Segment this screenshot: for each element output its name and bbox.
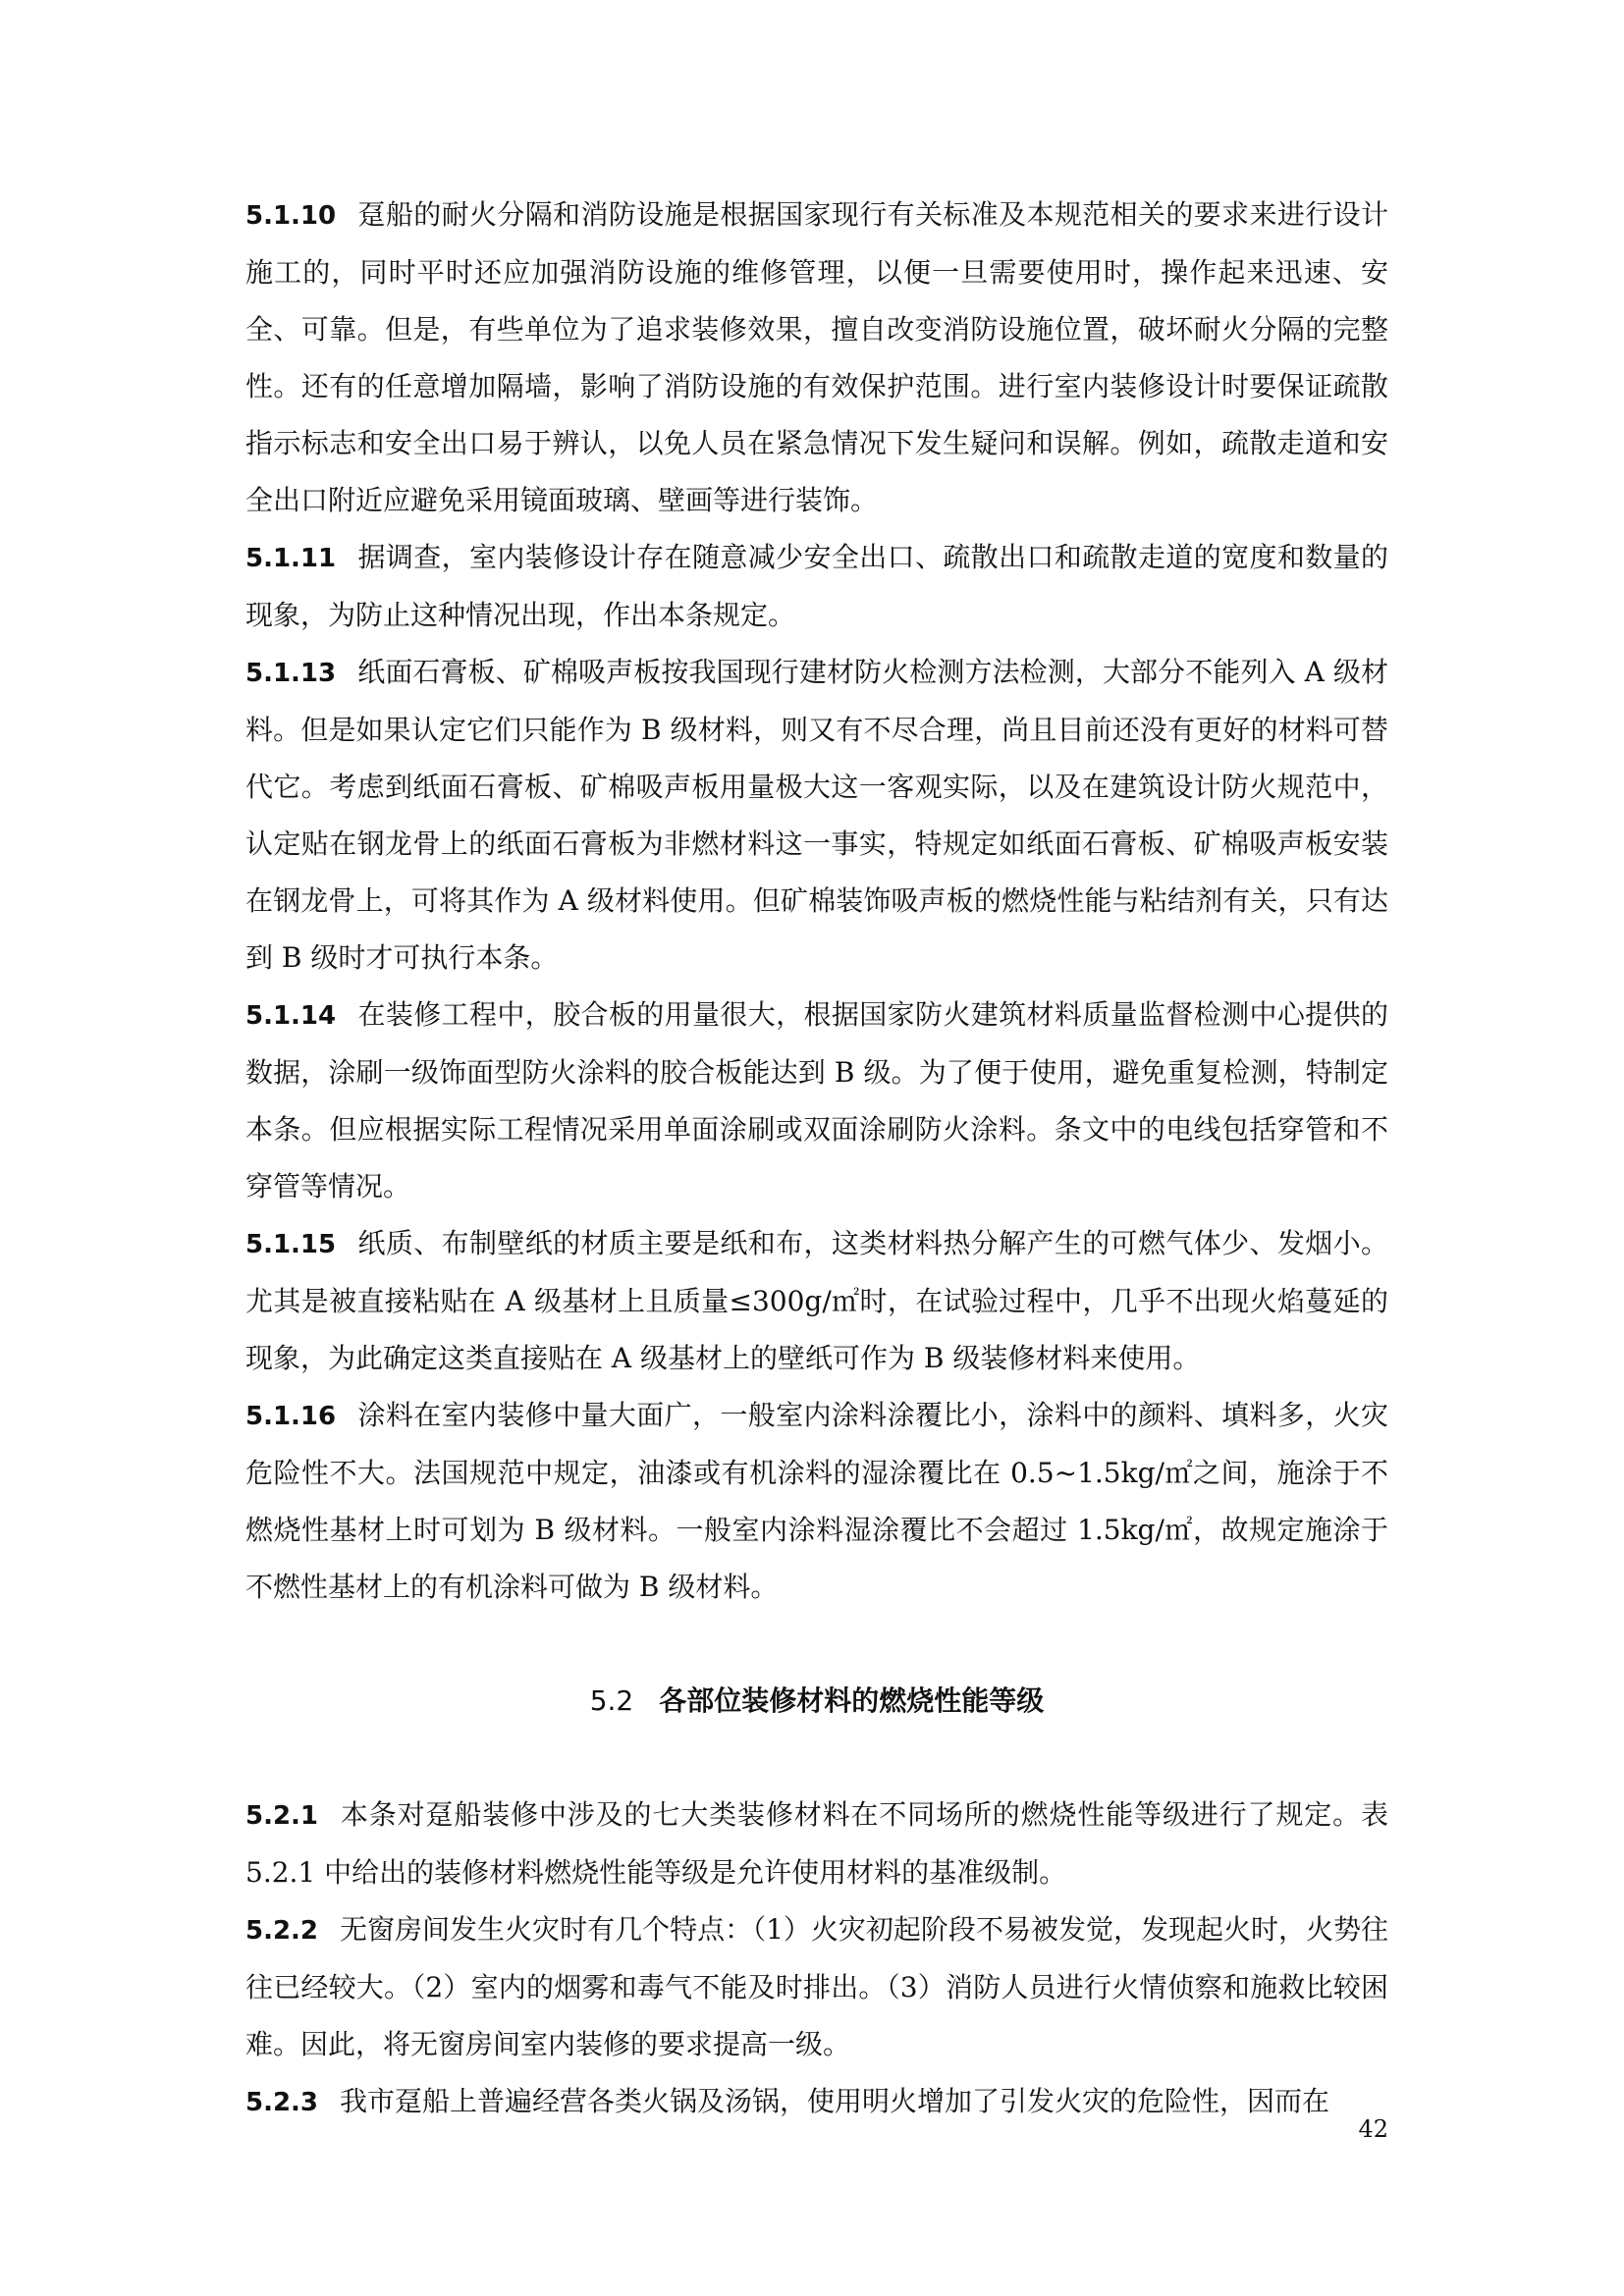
- clause-5-1-10: [245, 187, 1388, 529]
- clause-5-1-15: [245, 1215, 1388, 1387]
- clause-text: 纸面石膏板、矿棉吸声板按我国现行建材防火检测方法检测，大部分不能列入 A 级材料。但是如果认定它们只能作为 B 级材料，则又有不尽合理，尚且目前还没有更好的材料可替代它。考虑到纸面石膏板、矿棉吸声板用量极大这一客观实际，以及在建筑设计防火规范中，认定贴在钢龙骨上的纸面石膏板为非燃材料这一事实，特规定如纸面石膏板、矿棉吸声板安装在钢龙骨上，可将其作为 A 级材料使用。但矿棉装饰吸声板的燃烧性能与粘结剂有关，只有达到 B 级时才可执行本条。: [245, 656, 1388, 974]
- section-number: 5.2: [589, 1684, 634, 1717]
- clause-5-2-3: [245, 2073, 1388, 2131]
- document-page: [245, 187, 1388, 2150]
- clause-number: 5.1.14: [245, 1001, 337, 1031]
- clause-5-2-2: [245, 1901, 1388, 2073]
- clause-number: 5.2.2: [245, 1916, 319, 1946]
- clause-text: 据调查，室内装修设计存在随意减少安全出口、疏散出口和疏散走道的宽度和数量的现象，为防止这种情况出现，作出本条规定。: [245, 541, 1388, 631]
- clause-number: 5.2.1: [245, 1801, 319, 1831]
- section-title-text: 各部位装修材料的燃烧性能等级: [659, 1684, 1045, 1717]
- clause-text: 本条对趸船装修中涉及的七大类装修材料在不同场所的燃烧性能等级进行了规定。表 5.2.1 中给出的装修材料燃烧性能等级是允许使用材料的基准级制。: [245, 1798, 1388, 1889]
- clause-number: 5.1.13: [245, 659, 337, 688]
- clause-text: 在装修工程中，胶合板的用量很大，根据国家防火建筑材料质量监督检测中心提供的数据，涂刷一级饰面型防火涂料的胶合板能达到 B 级。为了便于使用，避免重复检测，特制定本条。但应根据实际工程情况采用单面涂刷或双面涂刷防火涂料。条文中的电线包括穿管和不穿管等情况。: [245, 998, 1388, 1202]
- clause-5-1-11: [245, 529, 1388, 644]
- clause-5-1-14: [245, 987, 1388, 1215]
- clause-text: 涂料在室内装修中量大面广，一般室内涂料涂覆比小，涂料中的颜料、填料多，火灾危险性不大。法国规范中规定，油漆或有机涂料的湿涂覆比在 0.5~1.5kg/㎡之间，施涂于不燃烧性基材上时可划为 B 级材料。一般室内涂料湿涂覆比不会超过 1.5kg/㎡，故规定施涂于不燃性基材上的有机涂料可做为 B 级材料。: [245, 1399, 1388, 1603]
- clause-5-1-13: [245, 644, 1388, 987]
- section-heading: [245, 1673, 1388, 1730]
- clause-text: 无窗房间发生火灾时有几个特点：（1）火灾初起阶段不易被发觉，发现起火时，火势往往已经较大。（2）室内的烟雾和毒气不能及时排出。（3）消防人员进行火情侦察和施救比较困难。因此，将无窗房间室内装修的要求提高一级。: [245, 1913, 1388, 2060]
- clause-number: 5.1.11: [245, 544, 337, 573]
- clause-5-1-16: [245, 1387, 1388, 1616]
- clause-number: 5.1.15: [245, 1230, 337, 1259]
- clause-text: 我市趸船上普遍经营各类火锅及汤锅，使用明火增加了引发火灾的危险性，因而在: [340, 2085, 1330, 2117]
- page-number: 42: [1358, 2115, 1388, 2143]
- clause-text: 纸质、布制壁纸的材质主要是纸和布，这类材料热分解产生的可燃气体少、发烟小。尤其是被直接粘贴在 A 级基材上且质量≤300g/㎡时，在试验过程中，几乎不出现火焰蔓延的现象，为此确定这类直接贴在 A 级基材上的壁纸可作为 B 级装修材料来使用。: [245, 1227, 1388, 1374]
- clause-number: 5.1.16: [245, 1402, 337, 1431]
- clause-5-2-1: [245, 1787, 1388, 1901]
- clause-number: 5.2.3: [245, 2088, 319, 2117]
- clause-number: 5.1.10: [245, 201, 337, 231]
- clause-text: 趸船的耐火分隔和消防设施是根据国家现行有关标准及本规范相关的要求来进行设计施工的，同时平时还应加强消防设施的维修管理，以便一旦需要使用时，操作起来迅速、安全、可靠。但是，有些单位为了追求装修效果，擅自改变消防设施位置，破坏耐火分隔的完整性。还有的任意增加隔墙，影响了消防设施的有效保护范围。进行室内装修设计时要保证疏散指示标志和安全出口易于辨认，以免人员在紧急情况下发生疑问和误解。例如，疏散走道和安全出口附近应避免采用镜面玻璃、壁画等进行装饰。: [245, 198, 1388, 516]
